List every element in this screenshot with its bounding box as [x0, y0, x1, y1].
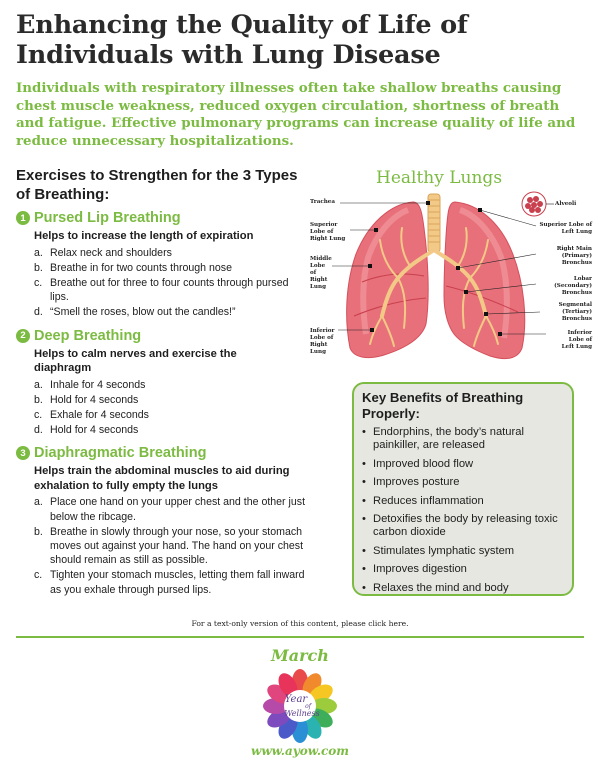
- exercise-steps: [16, 246, 306, 320]
- list-item: • Improves posture: [362, 476, 564, 489]
- label-lobar-bronchus: Lobar (Secondary) Bronchus: [554, 276, 592, 296]
- list-item: a. Place one hand on your upper chest and the other just below the ribcage.: [34, 496, 306, 523]
- exercises-section: [16, 166, 306, 605]
- list-item: • Improves digestion: [362, 563, 564, 576]
- label-middle-right: Middle Lobe of Right Lung: [310, 256, 332, 290]
- list-item: a. Relax neck and shoulders: [34, 246, 172, 259]
- list-item: • Improved blood flow: [362, 458, 564, 471]
- list-item: c. Exhale for 4 seconds: [34, 408, 149, 421]
- list-item: c. Tighten your stomach muscles, letting them fall inward as you exhale through pursed lips.: [34, 569, 305, 596]
- exercise-deep-breathing: [16, 328, 306, 438]
- label-trachea: Trachea: [310, 199, 335, 205]
- text-only-link[interactable]: For a text-only version of this content, please click here.: [191, 619, 409, 628]
- list-item: • Endorphins, the body’s natural painkiller, are released: [362, 426, 564, 453]
- list-item: • Stimulates lymphatic system: [362, 545, 564, 558]
- list-item: • Reduces inflammation: [362, 495, 564, 508]
- list-item: b. Breathe in slowly through your nose, so your stomach moves out against your hand. The hand on your chest should remain as still as possible.: [34, 525, 304, 567]
- exercise-title: Pursed Lip Breathing: [34, 210, 181, 226]
- divider: [16, 636, 584, 638]
- exercise-subtitle: Helps to calm nerves and exercise the diaphragm: [34, 347, 237, 375]
- page-title: Enhancing the Quality of Life of Individuals with Lung Disease: [16, 10, 468, 70]
- exercises-heading: Exercises to Strengthen for the 3 Types of Breathing:: [16, 167, 298, 203]
- month-label: March: [271, 646, 329, 665]
- label-superior-left: Superior Lobe of Left Lung: [539, 222, 592, 235]
- number-1-icon: 1: [16, 211, 30, 225]
- lungs-diagram: [310, 188, 592, 364]
- exercise-subtitle: Helps to increase the length of expiration: [34, 230, 254, 242]
- exercise-title: Diaphragmatic Breathing: [34, 445, 207, 462]
- benefits-list: [362, 426, 564, 595]
- label-superior-right: Superior Lobe of Right Lung: [310, 222, 346, 242]
- list-item: d. Hold for 4 seconds: [34, 424, 139, 437]
- list-item: b. Hold for 4 seconds: [34, 393, 139, 406]
- logo-word-wellness: Wellness: [284, 709, 320, 718]
- label-main-bronchus: Right Main (Primary) Bronchus: [556, 246, 592, 266]
- logo-word-of: of: [305, 703, 311, 710]
- website-link[interactable]: www.ayow.com: [250, 744, 350, 758]
- exercise-title: Deep Breathing: [34, 327, 142, 344]
- benefits-title: Key Benefits of Breathing Properly:: [362, 390, 524, 421]
- list-item: • Detoxifies the body by releasing toxic carbon dioxide: [362, 513, 564, 540]
- year-of-wellness-logo: [262, 668, 338, 744]
- exercise-diaphragmatic: [16, 445, 306, 596]
- list-item: • Relaxes the mind and body: [362, 582, 564, 595]
- label-inferior-right: Inferior Lobe of Right Lung: [310, 328, 335, 355]
- list-item: a. Inhale for 4 seconds: [34, 378, 146, 391]
- logo-word-year: Year: [284, 694, 308, 705]
- label-alveoli: Alveoli: [555, 201, 577, 207]
- number-2-icon: 2: [16, 329, 30, 343]
- label-inferior-left: Inferior Lobe of Left Lung: [561, 330, 592, 350]
- number-3-icon: 3: [16, 446, 30, 460]
- list-item: d. “Smell the roses, blow out the candles!”: [34, 306, 236, 319]
- label-segmental-bronchus: Segmental (Tertiary) Bronchus: [558, 302, 592, 322]
- flower-logo-icon: [262, 668, 338, 744]
- exercise-subtitle: Helps train the abdominal muscles to aid during exhalation to fully empty the lungs: [34, 465, 290, 492]
- intro-paragraph: Individuals with respiratory illnesses often take shallow breaths causing chest muscle weakness, reduced oxygen circulation, shortness of breath and fatigue. Effective pulmonary programs can increase quality of life and reduce unnecessary hospitalizations.: [16, 80, 576, 149]
- list-item: b. Breathe in for two counts through nose: [34, 261, 232, 274]
- key-benefits-box: [352, 382, 574, 596]
- exercise-pursed-lip: [16, 210, 306, 320]
- exercise-steps: [16, 495, 306, 596]
- lungs-title: Healthy Lungs: [376, 168, 503, 188]
- exercise-steps: [16, 378, 306, 438]
- list-item: c. Breathe out for three to four counts through pursed lips.: [34, 276, 289, 304]
